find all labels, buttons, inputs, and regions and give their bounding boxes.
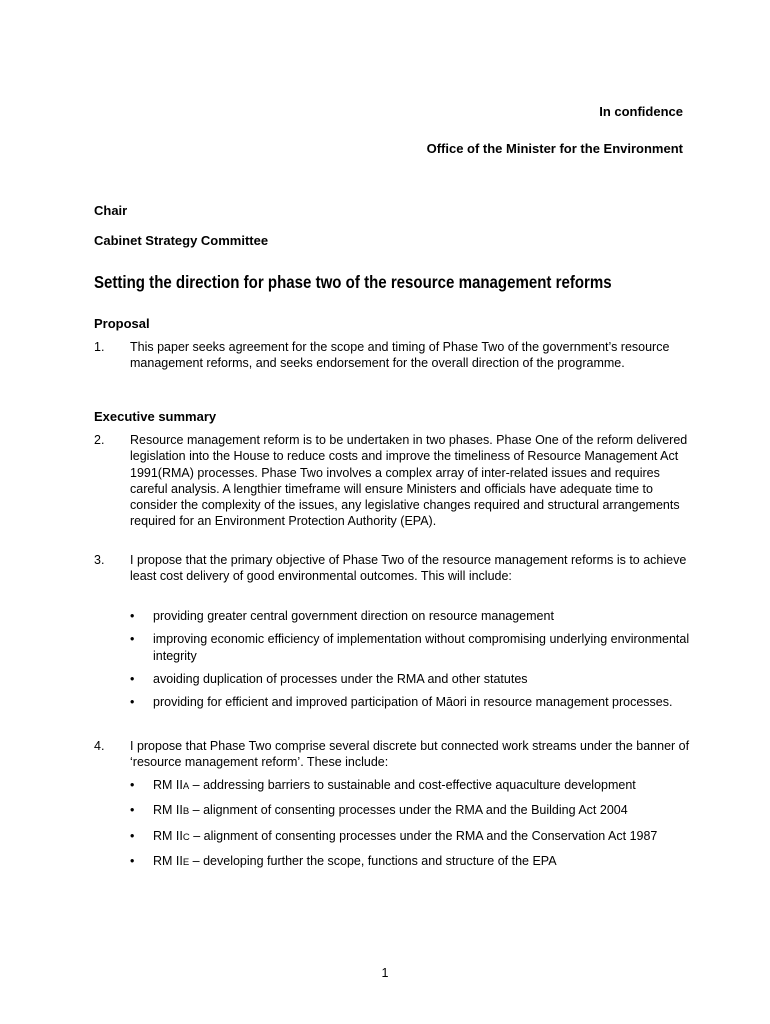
page-number: 1 — [381, 966, 389, 980]
document-title: Setting the direction for phase two of the resource management reforms — [94, 272, 612, 292]
office-label: Office of the Minister for the Environment — [426, 141, 683, 156]
work-streams-list — [130, 777, 690, 878]
bullet-icon: • — [130, 632, 135, 647]
bullet-icon: • — [130, 695, 135, 710]
list-item: • improving economic efficiency of implementation without compromising underlying environmental integrity — [130, 632, 690, 663]
bullet-icon: • — [130, 778, 135, 792]
objectives-list — [130, 608, 690, 717]
paragraph-text: I propose that Phase Two comprise several discrete but connected work streams under the banner of ‘resource management reform’. These include: — [130, 739, 690, 770]
addressee-committee: Cabinet Strategy Committee — [94, 233, 269, 248]
paragraph-text: I propose that the primary objective of Phase Two of the resource management reforms is to achieve least cost delivery of good environmental outcomes. This will include: — [130, 553, 687, 584]
list-item: • RM IIA – addressing barriers to sustainable and cost-effective aquaculture development — [130, 778, 636, 792]
section-heading-proposal: Proposal — [94, 316, 150, 331]
list-item: • RM IIB – alignment of consenting processes under the RMA and the Building Act 2004 — [130, 803, 628, 818]
bullet-icon: • — [130, 853, 135, 868]
paragraph-number: 3. — [94, 553, 105, 567]
paragraph-4 — [94, 738, 694, 771]
paragraph-number: 4. — [94, 739, 105, 753]
list-item: • providing greater central government direction on resource management — [130, 609, 554, 623]
bullet-icon: • — [130, 609, 135, 623]
confidentiality-label: In confidence — [599, 104, 683, 119]
paragraph-3 — [94, 552, 694, 585]
paragraph-text: This paper seeks agreement for the scope and timing of Phase Two of the government’s resource management reforms, and seeks endorsement for the overall direction of the programme. — [130, 340, 670, 371]
paragraph-number: 2. — [94, 433, 105, 447]
list-item: • RM IIE – developing further the scope, functions and structure of the EPA — [130, 853, 557, 868]
section-heading-executive-summary: Executive summary — [94, 409, 217, 424]
addressee-chair: Chair — [94, 203, 128, 218]
bullet-icon: • — [130, 671, 135, 686]
bullet-icon: • — [130, 803, 135, 818]
paragraph-2 — [94, 432, 694, 530]
paragraph-text: Resource management reform is to be undertaken in two phases. Phase One of the reform delivered legislation into the House to reduce costs and improve the timeliness of Resource Management Act 1991(RMA) processes. Phase Two involves a complex array of inter-related issues and requires careful analysis. A lengthier timeframe will ensure Ministers and officials have adequate time to consider the complexity of the issues, any legislative changes required and structural arrangements required for an Environment Protection Authority (EPA). — [130, 433, 688, 529]
paragraph-1 — [94, 339, 694, 372]
bullet-icon: • — [130, 828, 135, 843]
list-item: • providing for efficient and improved participation of Māori in resource management processes. — [130, 695, 673, 710]
list-item: • RM IIC – alignment of consenting processes under the RMA and the Conservation Act 1987 — [130, 828, 658, 843]
paragraph-number: 1. — [94, 340, 105, 354]
list-item: • avoiding duplication of processes under the RMA and other statutes — [130, 671, 528, 686]
